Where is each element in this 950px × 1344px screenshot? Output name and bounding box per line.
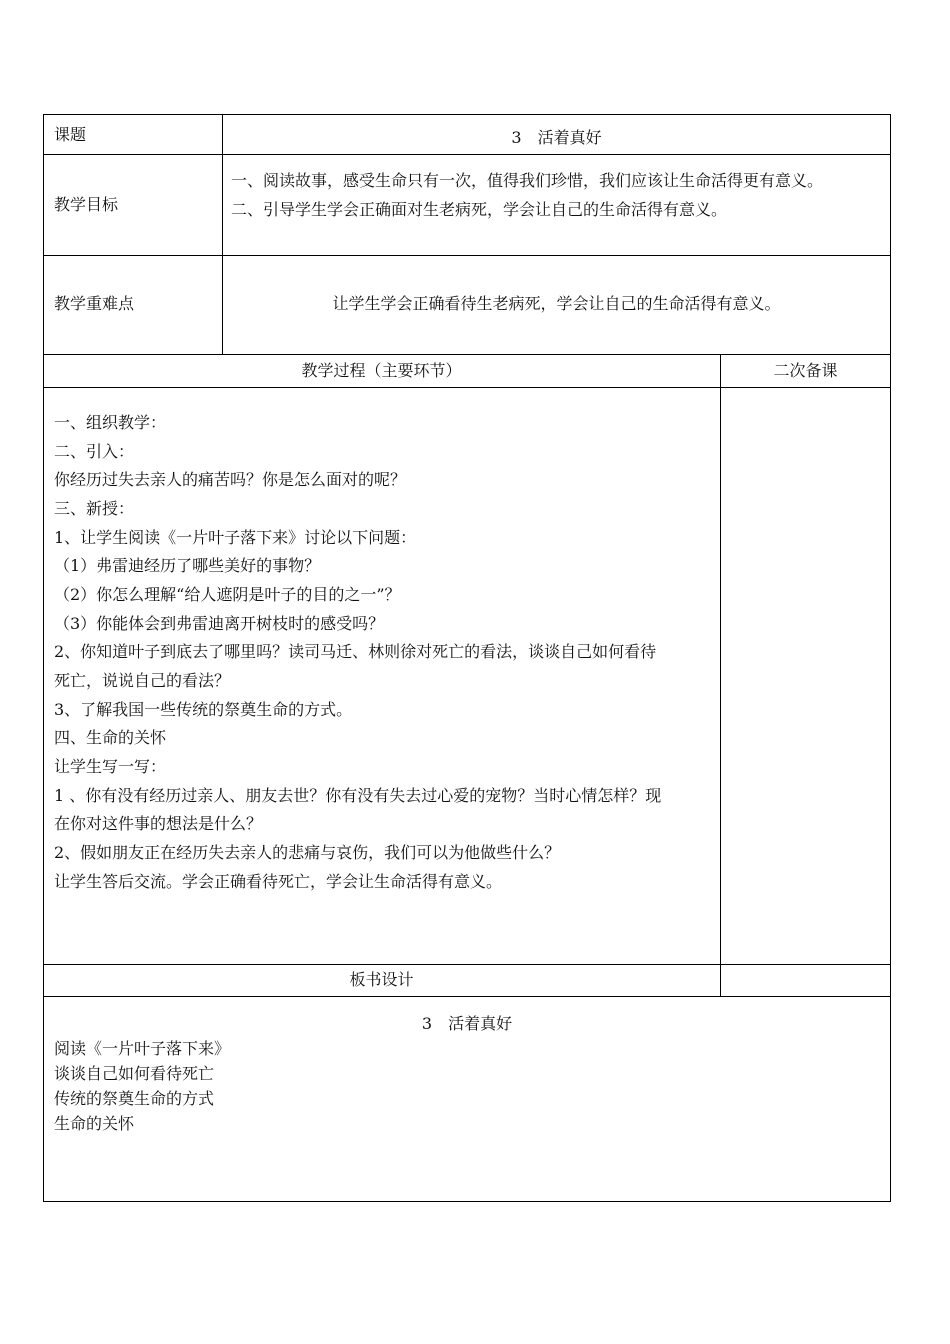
process-line: 1、让学生阅读《一片叶子落下来》讨论以下问题： [54,528,417,547]
objectives-label: 教学目标 [54,195,119,214]
process-line: 让学生答后交流。学会正确看待死亡，学会让生命活得有意义。 [54,872,503,891]
keypoints-value: 让学生学会正确看待生老病死，学会让自己的生命活得有意义。 [332,294,781,313]
row-divider [43,387,891,388]
row-divider [43,154,891,155]
process-line: 2、假如朋友正在经历失去亲人的悲痛与哀伤，我们可以为他做些什么？ [54,843,561,862]
row-divider [43,354,891,355]
process-line: 2、你知道叶子到底去了哪里吗？读司马迁、林则徐对死亡的看法，谈谈自己如何看待 [54,642,657,661]
process-line: （1）弗雷迪经历了哪些美好的事物？ [54,556,321,575]
process-line: 1 、你有没有经历过亲人、朋友去世？你有没有失去过心爱的宠物？当时心情怎样？现 [54,786,662,805]
process-line: 死亡，说说自己的看法？ [54,671,231,690]
board-line: 阅读《一片叶子落下来》 [54,1039,231,1058]
board-title: 3 活着真好 [421,1014,513,1033]
process-line: 让学生写一写： [54,757,167,776]
lesson-title: 3 活着真好 [511,128,602,147]
process-line: （3）你能体会到弗雷迪离开树枝时的感受吗？ [54,614,385,633]
process-line: 在你对这件事的想法是什么？ [54,814,263,833]
objective-item: 二、引导学生学会正确面对生老病死，学会让自己的生命活得有意义。 [231,200,728,219]
process-line: （2）你怎么理解“给人遮阴是叶子的目的之一”？ [54,585,401,604]
column-divider-notes [720,354,721,996]
title-label: 课题 [54,125,87,144]
board-design-header: 板书设计 [349,970,414,989]
table-border-left [43,114,44,1202]
process-header: 教学过程（主要环节） [301,361,462,380]
objective-item: 一、阅读故事，感受生命只有一次，值得我们珍惜，我们应该让生命活得更有意义。 [231,171,824,190]
column-divider-label [222,114,223,354]
keypoints-label: 教学重难点 [54,294,135,313]
table-border-bottom [43,1201,891,1202]
table-border-top [43,114,891,115]
secondary-notes-header: 二次备课 [773,361,838,380]
lesson-plan-table [43,114,891,1202]
process-line: 三、新授： [54,499,135,518]
process-line: 四、生命的关怀 [54,728,167,747]
board-line: 谈谈自己如何看待死亡 [54,1064,215,1083]
process-line: 你经历过失去亲人的痛苦吗？你是怎么面对的呢？ [54,470,407,489]
process-line: 一、组织教学： [54,413,167,432]
table-border-right [890,114,891,1202]
board-line: 生命的关怀 [54,1114,135,1133]
row-divider [43,255,891,256]
process-line: 3、了解我国一些传统的祭奠生命的方式。 [54,700,353,719]
row-divider [43,996,891,997]
board-line: 传统的祭奠生命的方式 [54,1089,215,1108]
row-divider [43,964,891,965]
process-line: 二、引入： [54,442,135,461]
